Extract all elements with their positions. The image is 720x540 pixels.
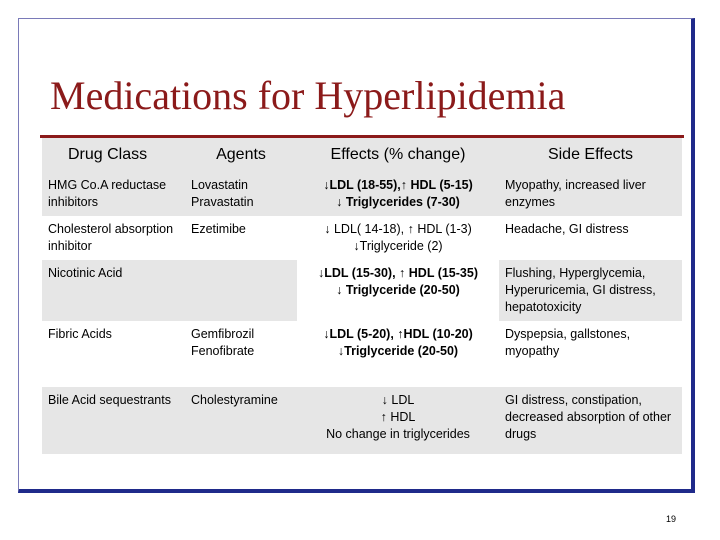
side-effects-cell: Myopathy, increased liver enzymes	[499, 172, 682, 216]
effect-line: ↓ LDL	[381, 393, 415, 407]
agents-cell	[185, 216, 297, 260]
effect-line: ↓ Triglyceride (20-50)	[336, 283, 460, 297]
agents-cell	[185, 387, 297, 454]
effects-cell	[297, 172, 499, 216]
effect-line: ↓ Triglycerides (7-30)	[336, 195, 460, 209]
drug-class-cell: Nicotinic Acid	[42, 260, 185, 321]
side-effects-cell: Headache, GI distress	[499, 216, 682, 260]
effect-line: ↓LDL (18-55),↑ HDL (5-15)	[323, 178, 473, 192]
table-row	[42, 321, 682, 387]
header-side-effects: Side Effects	[499, 138, 682, 172]
agent-name: Cholestyramine	[191, 393, 278, 407]
drug-class-cell: HMG Co.A reductase inhibitors	[42, 172, 185, 216]
agent-name: Ezetimibe	[191, 222, 246, 236]
drug-class-cell: Cholesterol absorption inhibitor	[42, 216, 185, 260]
effect-line: ↓Triglyceride (20-50)	[337, 344, 459, 358]
effect-line: ↓LDL (15-30), ↑ HDL (15-35)	[318, 266, 478, 280]
drug-class-cell: Fibric Acids	[42, 321, 185, 387]
header-drug-class: Drug Class	[42, 138, 185, 172]
medications-table	[42, 138, 682, 454]
agent-name: Fenofibrate	[191, 344, 255, 358]
effects-cell	[297, 321, 499, 387]
table-row	[42, 172, 682, 216]
agent-name: Gemfibrozil	[191, 327, 255, 341]
effect-line: ↓Triglyceride (2)	[353, 239, 443, 253]
side-effects-cell: Dyspepsia, gallstones, myopathy	[499, 321, 682, 387]
effect-line: ↓ LDL( 14-18), ↑ HDL (1-3)	[324, 222, 472, 236]
header-agents: Agents	[185, 138, 297, 172]
effect-line: No change in triglycerides	[326, 427, 470, 441]
header-row	[42, 138, 682, 172]
drug-class-cell: Bile Acid sequestrants	[42, 387, 185, 454]
effects-cell	[297, 260, 499, 321]
effect-line: ↓LDL (5-20), ↑HDL (10-20)	[323, 327, 473, 341]
slide-title: Medications for Hyperlipidemia	[50, 73, 566, 118]
agents-cell	[185, 260, 297, 321]
agents-cell	[185, 321, 297, 387]
header-effects: Effects (% change)	[297, 138, 499, 172]
agents-cell	[185, 172, 297, 216]
effects-cell	[297, 387, 499, 454]
table-row	[42, 387, 682, 454]
agent-name: Lovastatin	[191, 178, 248, 192]
page-number: 19	[666, 514, 677, 524]
side-effects-cell: Flushing, Hyperglycemia, Hyperuricemia, GI distress, hepatotoxicity	[499, 260, 682, 321]
effect-line: ↑ HDL	[380, 410, 416, 424]
table-row	[42, 260, 682, 321]
effects-cell	[297, 216, 499, 260]
table-row	[42, 216, 682, 260]
side-effects-cell: GI distress, constipation, decreased absorption of other drugs	[499, 387, 682, 454]
agent-name: Pravastatin	[191, 195, 254, 209]
